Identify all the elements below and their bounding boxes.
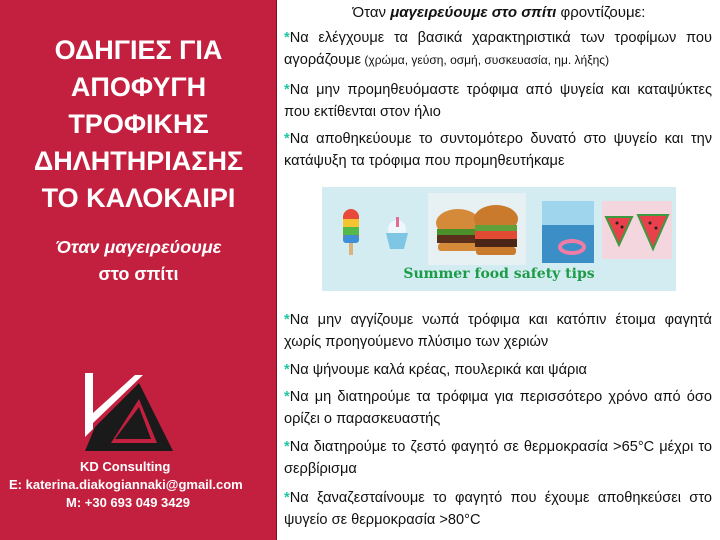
tip-text: Να αποθηκεύουμε το συντομότερο δυνατό στο ψυγείο και την κατάψυξη τα τρόφιμα που προμηθευτήκαμε	[284, 131, 712, 169]
title-line-4: ΔΗΛΗΤΗΡΙΑΣΗΣ	[33, 146, 244, 176]
star-bullet: *	[284, 362, 290, 378]
star-bullet: *	[284, 389, 290, 405]
kd-logo-icon	[85, 373, 173, 451]
tip-text: Να ψήνουμε καλά κρέας, πουλερικά και ψάρια	[289, 362, 587, 378]
title-line-3: ΤΡΟΦΙΚΗΣ	[68, 109, 209, 139]
title-line-2: ΑΠΟΦΥΓΗ	[70, 72, 207, 102]
banner-caption: Summer food safety tips	[403, 266, 595, 282]
pool-float-icon	[542, 201, 594, 263]
tip-text: Να διατηρούμε το ζεστό φαγητό σε θερμοκρασία >65°C μέχρι το σερβίρισμα	[284, 439, 712, 477]
tip-item-3	[284, 128, 712, 172]
heading-after: φροντίζουμε:	[556, 4, 646, 21]
contact-mobile: M: +30 693 049 3429	[66, 495, 190, 510]
tip-item-6	[284, 386, 712, 430]
tip-text: Να ελέγχουμε τα βασικά χαρακτηριστικά των τροφίμων που αγοράζουμε	[284, 30, 712, 68]
tip-text: Να ξαναζεσταίνουμε το φαγητό που έχουμε αποθηκεύσει στο ψυγείο σε θερμοκρασία >80°C	[284, 490, 712, 528]
subtitle-line-1: Όταν μαγειρεύουμε	[55, 237, 222, 257]
heading-emphasis: μαγειρεύουμε στο σπίτι	[390, 4, 557, 21]
star-bullet: *	[284, 439, 290, 455]
page-title	[0, 32, 277, 217]
ice-cream-cup-icon	[380, 217, 414, 251]
tip-item-8	[284, 487, 712, 531]
heading-before: Όταν	[352, 4, 391, 21]
star-bullet: *	[284, 131, 290, 147]
tip-note: (χρώμα, γεύση, οσμή, συσκευασία, ημ. λήξης)	[361, 53, 610, 67]
burgers-icon	[428, 193, 526, 265]
subtitle	[0, 234, 277, 288]
subtitle-line-2: στο σπίτι	[98, 264, 179, 284]
star-bullet: *	[284, 312, 290, 328]
summer-banner	[322, 187, 676, 291]
contact-block	[0, 458, 277, 512]
tip-item-4	[284, 309, 712, 353]
left-panel	[0, 0, 277, 540]
tip-text: Να μη διατηρούμε τα τρόφιμα για περισσότερο χρόνο από όσο ορίζει ο παρασκευαστής	[284, 389, 712, 427]
tip-item-1	[284, 27, 712, 71]
watermelon-icon	[602, 201, 672, 259]
star-bullet: *	[284, 490, 290, 506]
tip-text: Να μην προμηθευόμαστε τρόφιμα από ψυγεία και καταψύκτες που εκτίθενται στον ήλιο	[284, 82, 712, 120]
company-name: KD Consulting	[80, 459, 171, 474]
contact-email: E: katerina.diakogiannaki@gmail.com	[9, 477, 243, 492]
tip-item-5	[284, 359, 712, 381]
star-bullet: *	[284, 30, 290, 46]
tip-text: Να μην αγγίζουμε νωπά τρόφιμα και κατόπιν έτοιμα φαγητά χωρίς προηγούμενο πλύσιμο των χεριών	[284, 312, 712, 350]
tip-item-2	[284, 79, 712, 123]
tip-item-7	[284, 436, 712, 480]
title-line-5: ΤΟ ΚΑΛΟΚΑΙΡΙ	[41, 183, 236, 213]
popsicle-icon	[340, 209, 362, 255]
star-bullet: *	[284, 82, 290, 98]
section-heading	[284, 4, 714, 21]
title-line-1: ΟΔΗΓΙΕΣ ΓΙΑ	[54, 35, 223, 65]
